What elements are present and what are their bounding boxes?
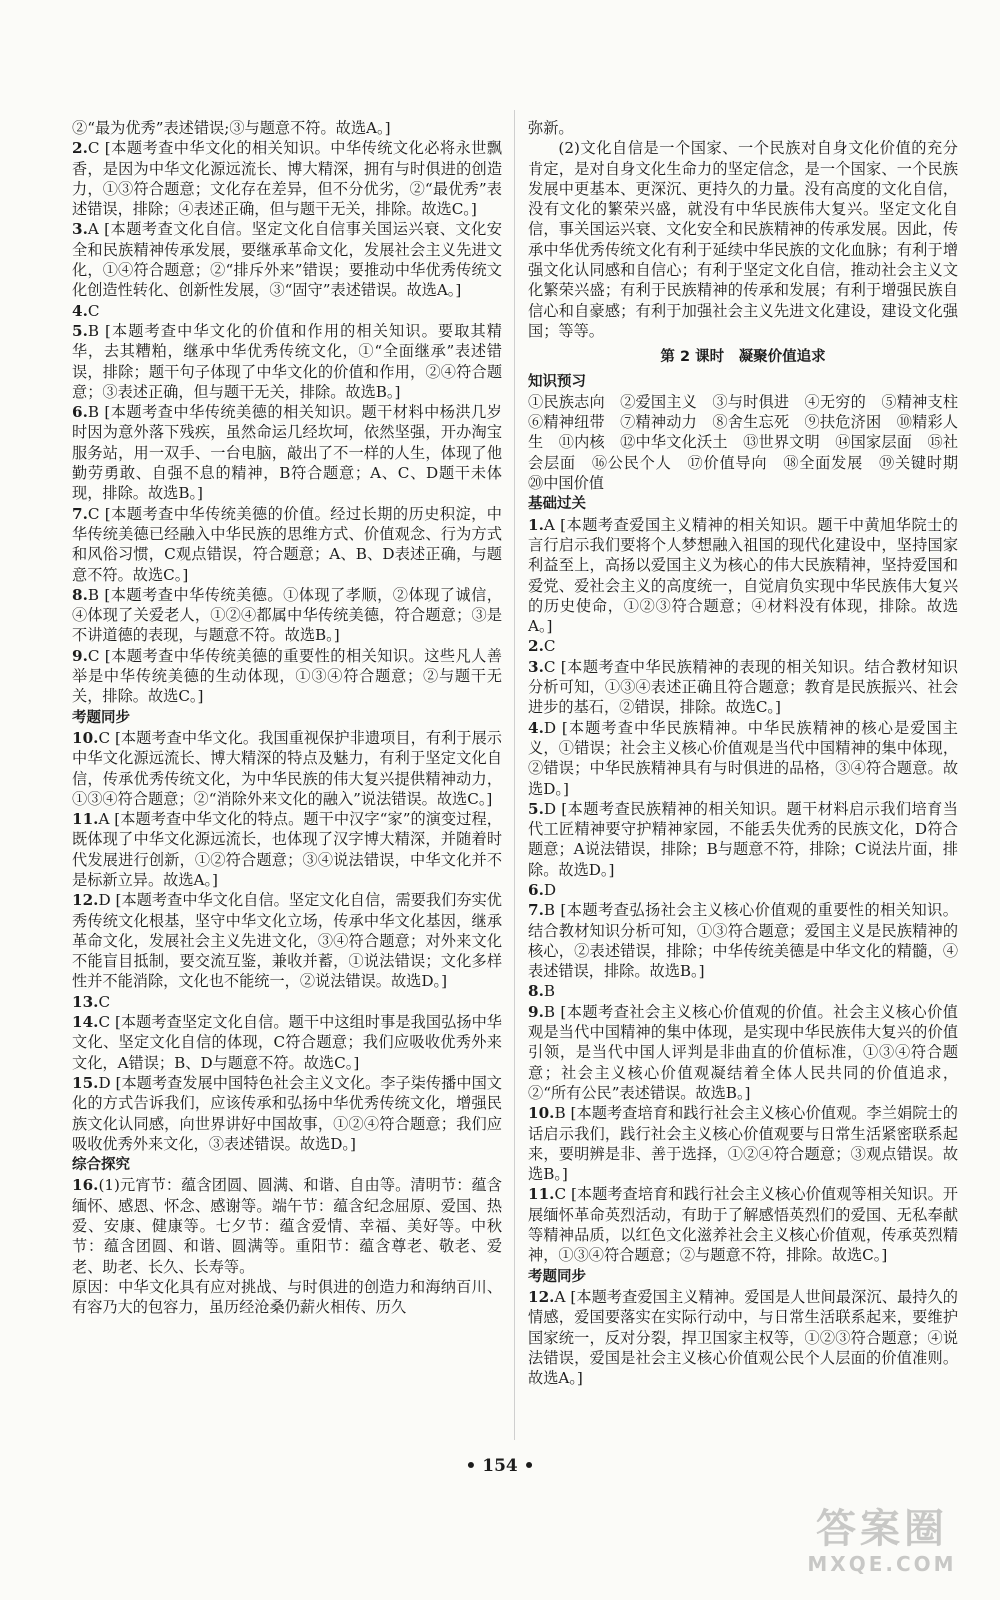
answer-text: D [543,880,557,899]
answer-item [528,1287,958,1388]
answer-text: B [本题考查中华传统美德。①体现了孝顺，②体现了诚信，④体现了关爱老人，①②④都属中华传统美德，符合题意；③是不讲道德的表现，与题意不符。故选B。] [72,585,502,645]
answer-number: 3. [528,657,544,676]
watermark-text: 答案圈 [816,1506,948,1552]
answer-item [72,402,502,503]
answer-number: 2. [72,139,88,158]
lesson-title: 第 2 课时 凝聚价值追求 [660,349,826,366]
answer-number: 3. [72,220,88,239]
watermark-logo [782,1506,982,1588]
answer-item [72,646,502,707]
right-column [528,118,974,1388]
answer-text: C [98,992,111,1011]
answer-item [528,1184,958,1265]
answer-item [72,992,502,1012]
section-heading: 综合探究 [72,1157,130,1174]
answer-number: 6. [528,880,544,899]
answer-number: 8. [72,585,88,604]
answer-item [72,138,502,219]
section-heading: 考题同步 [72,709,130,726]
answer-item [72,219,502,300]
answer-item [528,880,958,900]
answer-number: 10. [528,1104,555,1123]
answer-text: C [本题考查培育和践行社会主义核心价值观等相关知识。开展缅怀革命英烈活动，有助于了解感悟英烈们的爱国、无私奉献等精神品质，以红色文化滋养社会主义核心价值观，传承英烈精神，①③④符合题意；②与题意不符，排除。故选C。] [528,1185,958,1265]
answer-item [72,1073,502,1154]
answer-number: 7. [528,901,544,920]
answer-text: C [本题考查坚定文化自信。题干中这组时事是我国弘扬中华文化、坚定文化自信的体现，C符合题意；我们应吸收优秀外来文化，A错误；B、D与题意不符。故选C。] [72,1013,502,1072]
answer-text: C [543,637,556,656]
answer-item [528,1103,958,1184]
answer-text: D [本题考查中华民族精神。中华民族精神的核心是爱国主义，①错误；社会主义核心价值观是当代中国精神的集中体现，②错误；中华民族精神具有与时俱进的品格，③④符合题意。故选D。] [528,718,958,798]
section-heading: 基础过关 [528,496,586,513]
answer-item [72,504,502,585]
answer-item [528,981,958,1001]
answer-number: 12. [72,891,99,910]
answer-number: 2. [528,637,544,656]
answer-item [72,728,502,809]
answer-number: 7. [72,504,88,523]
answer-text: C [本题考查中华传统美德的价值。经过长期的历史积淀，中华传统美德已经融入中华民族的思维方式、价值观念、行为方式和风俗习惯，C观点错误，符合题意；A、B、D表述正确，与题意不符。故选C。] [72,504,502,584]
answer-number: 4. [72,301,88,320]
answer-number: 5. [528,799,544,818]
answer-text: B [543,982,556,1001]
paragraph: 弥新。 [528,119,574,137]
answer-item [72,321,502,402]
answer-text: (1)元宵节：蕴含团圆、圆满、和谐、自由等。清明节：蕴含缅怀、感恩、怀念、感谢等。端午节：蕴含纪念屈原、爱国、热爱、安康、健康等。七夕节：蕴含爱情、幸福、美好等。中秋节：蕴含团圆、和谐、圆满等。重阳节：蕴含尊老、敬老、爱老、助老、长久、长寿等。 [72,1176,502,1276]
answer-number: 10. [72,728,99,747]
answer-number: 9. [528,1002,544,1021]
answer-number: 13. [72,992,99,1011]
answer-item [528,636,958,656]
answer-text: D [本题考查民族精神的相关知识。题干材料启示我们培育当代工匠精神要守护精神家园，不能丢失优秀的民族文化，D符合题意；A说法错误，排除；B与题意不符，排除；C说法片面，排除。故选D。] [528,799,958,879]
answer-item [528,900,958,981]
answer-text: C [本题考查中华文化。我国重视保护非遗项目，有利于展示中华文化源远流长、博大精深的特点及魅力，有利于坚定文化自信，传承优秀传统文化，为中华民族的伟大复兴提供精神动力，①③④符合题意；②“消除外来文化的融入”说法错误。故选C。] [72,728,502,808]
answer-number: 9. [72,646,88,665]
answer-text: C [87,301,100,320]
answer-number: 14. [72,1013,99,1032]
answer-number: 11. [72,810,99,829]
answer-text: B [本题考查社会主义核心价值观的价值。社会主义核心价值观是当代中国精神的集中体现，是实现中华民族伟大复兴的价值引领，是当代中国人评判是非曲直的价值标准，①③④符合题意；社会主义核心价值观凝结着全体人民共同的价值追求，②“所有公民”表述错误。故选B。] [528,1002,958,1102]
page-number: • 154 • [465,1456,535,1476]
section-heading: 考题同步 [528,1268,586,1285]
left-column [72,118,502,1318]
watermark-url: MXQE.COM [807,1552,957,1576]
answer-number: 8. [528,982,544,1001]
paragraph: ②“最为优秀”表述错误;③与题意不符。故选A。] [72,119,391,137]
answer-text: B [本题考查弘扬社会主义核心价值观的重要性的相关知识。结合教材知识分析可知，①③符合题意；爱国主义是民族精神的核心，②表述错误，排除；中华传统美德是中华文化的精髓，④表述错误，排除。故选B。] [528,901,958,981]
paragraph: (2)文化自信是一个国家、一个民族对自身文化价值的充分肯定，是对自身文化生命力的坚定信念，是一个国家、一个民族发展中更基本、更深沉、更持久的力量。没有高度的文化自信，没有文化的繁荣兴盛，就没有中华民族伟大复兴。坚定文化自信，事关国运兴衰、文化安全和民族精神的传承发展。因此，传承中华优秀传统文化有利于延续中华民族的文化血脉；有利于增强文化认同感和自信心；有利于坚定文化自信，推动社会主义文化繁荣兴盛；有利于民族精神的传承和发展；有利于增强民族自信心和自豪感；有利于加强社会主义先进文化建设，建设文化强国；等等。 [528,139,958,340]
answer-item [528,799,958,880]
answer-text: C [本题考查中华民族精神的表现的相关知识。结合教材知识分析可知，①③④表述正确且符合题意；教育是民族振兴、社会进步的基石，②错误，排除。故选C。] [528,657,958,717]
answer-text: D [本题考查中华文化自信。坚定文化自信，需要我们夯实优秀传统文化根基，坚守中华文化立场，传承中华文化基因，继承革命文化，发展社会主义先进文化，③④符合题意；对外来文化不能盲目抵制，要交流互鉴，兼收并蓄，①说法错误；文化多样性并不能消除，文化也不能统一，②说法错误。故选D。] [72,891,502,991]
answer-text: A [本题考查中华文化的特点。题干中汉字“家”的演变过程，既体现了中华文化源远流长，也体现了汉字博大精深，并随着时代发展进行创新，①②符合题意；③④说法错误，中华文化并不是标新立异。故选A。] [72,810,502,889]
answer-text: B [本题考查中华传统美德的相关知识。题干材料中杨洪几岁时因为意外落下残疾，虽然命运几经坎坷，依然坚强，开办淘宝服务站，用一双手、一台电脑，敲出了不一样的人生，体现了他勤劳勇敢、自强不息的精神，B符合题意；A、C、D题干未体现，排除。故选B。] [72,403,502,503]
answer-item [72,585,502,646]
answer-item [528,1002,958,1103]
answer-item [72,809,502,890]
answer-item [72,1175,502,1276]
answer-item [528,515,958,637]
answer-text: C [本题考查中华传统美德的重要性的相关知识。这些凡人善举是中华传统美德的生动体现，①③④符合题意；②与题干无关，排除。故选C。] [72,646,502,706]
answer-text: C [本题考查中华文化的相关知识。中华传统文化必将永世飘香，是因为中华文化源远流长、博大精深，拥有与时俱进的创造力，①③符合题意；文化存在差异，但不分优劣，②“最优秀”表述错误，排除；④表述正确，但与题干无关，排除。故选C。] [72,139,502,219]
answer-text: B [本题考查中华文化的价值和作用的相关知识。要取其精华，去其糟粕，继承中华优秀传统文化，①“全面继承”表述错误，排除；题干句子体现了中华文化的价值和作用，②④符合题意；③表述正确，但与题干无关，排除。故选B。] [72,321,502,401]
answer-item [72,1012,502,1073]
answer-number: 11. [528,1185,555,1204]
answer-number: 12. [528,1287,555,1306]
answer-number: 6. [72,403,88,422]
answer-text: A [本题考查文化自信。坚定文化自信事关国运兴衰、文化安全和民族精神传承发展，要继承革命文化，发展社会主义先进文化，①④符合题意；②“排斥外来”错误；要推动中华优秀传统文化创造性转化、创新性发展，③“固守”表述错误。故选A。] [72,220,502,300]
answer-text: B [本题考查培育和践行社会主义核心价值观。李兰娟院士的话启示我们，践行社会主义核心价值观要与日常生活紧密联系起来，要明辨是非、善于选择，①②④符合题意；③观点错误。故选B。] [528,1104,958,1184]
section-heading: 知识预习 [528,373,586,390]
column-divider [514,110,515,1440]
answer-number: 16. [72,1176,99,1195]
answer-text: A [本题考查爱国主义精神的相关知识。题干中黄旭华院士的言行启示我们要将个人梦想融入祖国的现代化建设中，坚持国家利益至上，高扬以爱国主义为核心的伟大民族精神，坚持爱国和爱党、爱社会主义的高度统一，自觉肩负实现中华民族伟大复兴的历史使命，①②③符合题意；④材料没有体现，排除。故选A。] [528,515,958,636]
answer-item [528,657,958,718]
answer-item [72,890,502,991]
paragraph: ①民族志向 ②爱国主义 ③与时俱进 ④无穷的 ⑤精神支柱 ⑥精神纽带 ⑦精神动力 ⑧舍生忘死 ⑨扶危济困 ⑩精彩人生 ⑪内核 ⑫中华文化沃土 ⑬世界文明 ⑭国家层面 ⑮社会层面 ⑯公民个人 ⑰价值导向 ⑱全面发展 ⑲关键时期 ⑳中国价值 [528,392,974,493]
answer-number: 1. [528,515,544,534]
answer-item [528,718,958,799]
answer-text: A [本题考查爱国主义精神。爱国是人世间最深沉、最持久的情感，爱国要落实在实际行动中，与日常生活联系起来，要维护国家统一，反对分裂，捍卫国家主权等，①②③符合题意；④说法错误，爱国是社会主义核心价值观公民个人层面的价值准则。故选A。] [528,1287,958,1388]
answer-number: 5. [72,321,88,340]
answer-number: 15. [72,1073,99,1092]
paragraph: 原因：中华文化具有应对挑战、与时俱进的创造力和海纳百川、有容乃大的包容力，虽历经沧桑仍薪火相传、历久 [72,1277,502,1317]
answer-item [72,301,502,321]
answer-number: 4. [528,718,544,737]
answer-text: D [本题考查发展中国特色社会主义文化。李子柒传播中国文化的方式告诉我们，应该传承和弘扬中华优秀传统文化，增强民族文化认同感，向世界讲好中国故事，①②④符合题意；我们应吸收优秀外来文化，③表述错误。故选D。] [72,1073,502,1153]
